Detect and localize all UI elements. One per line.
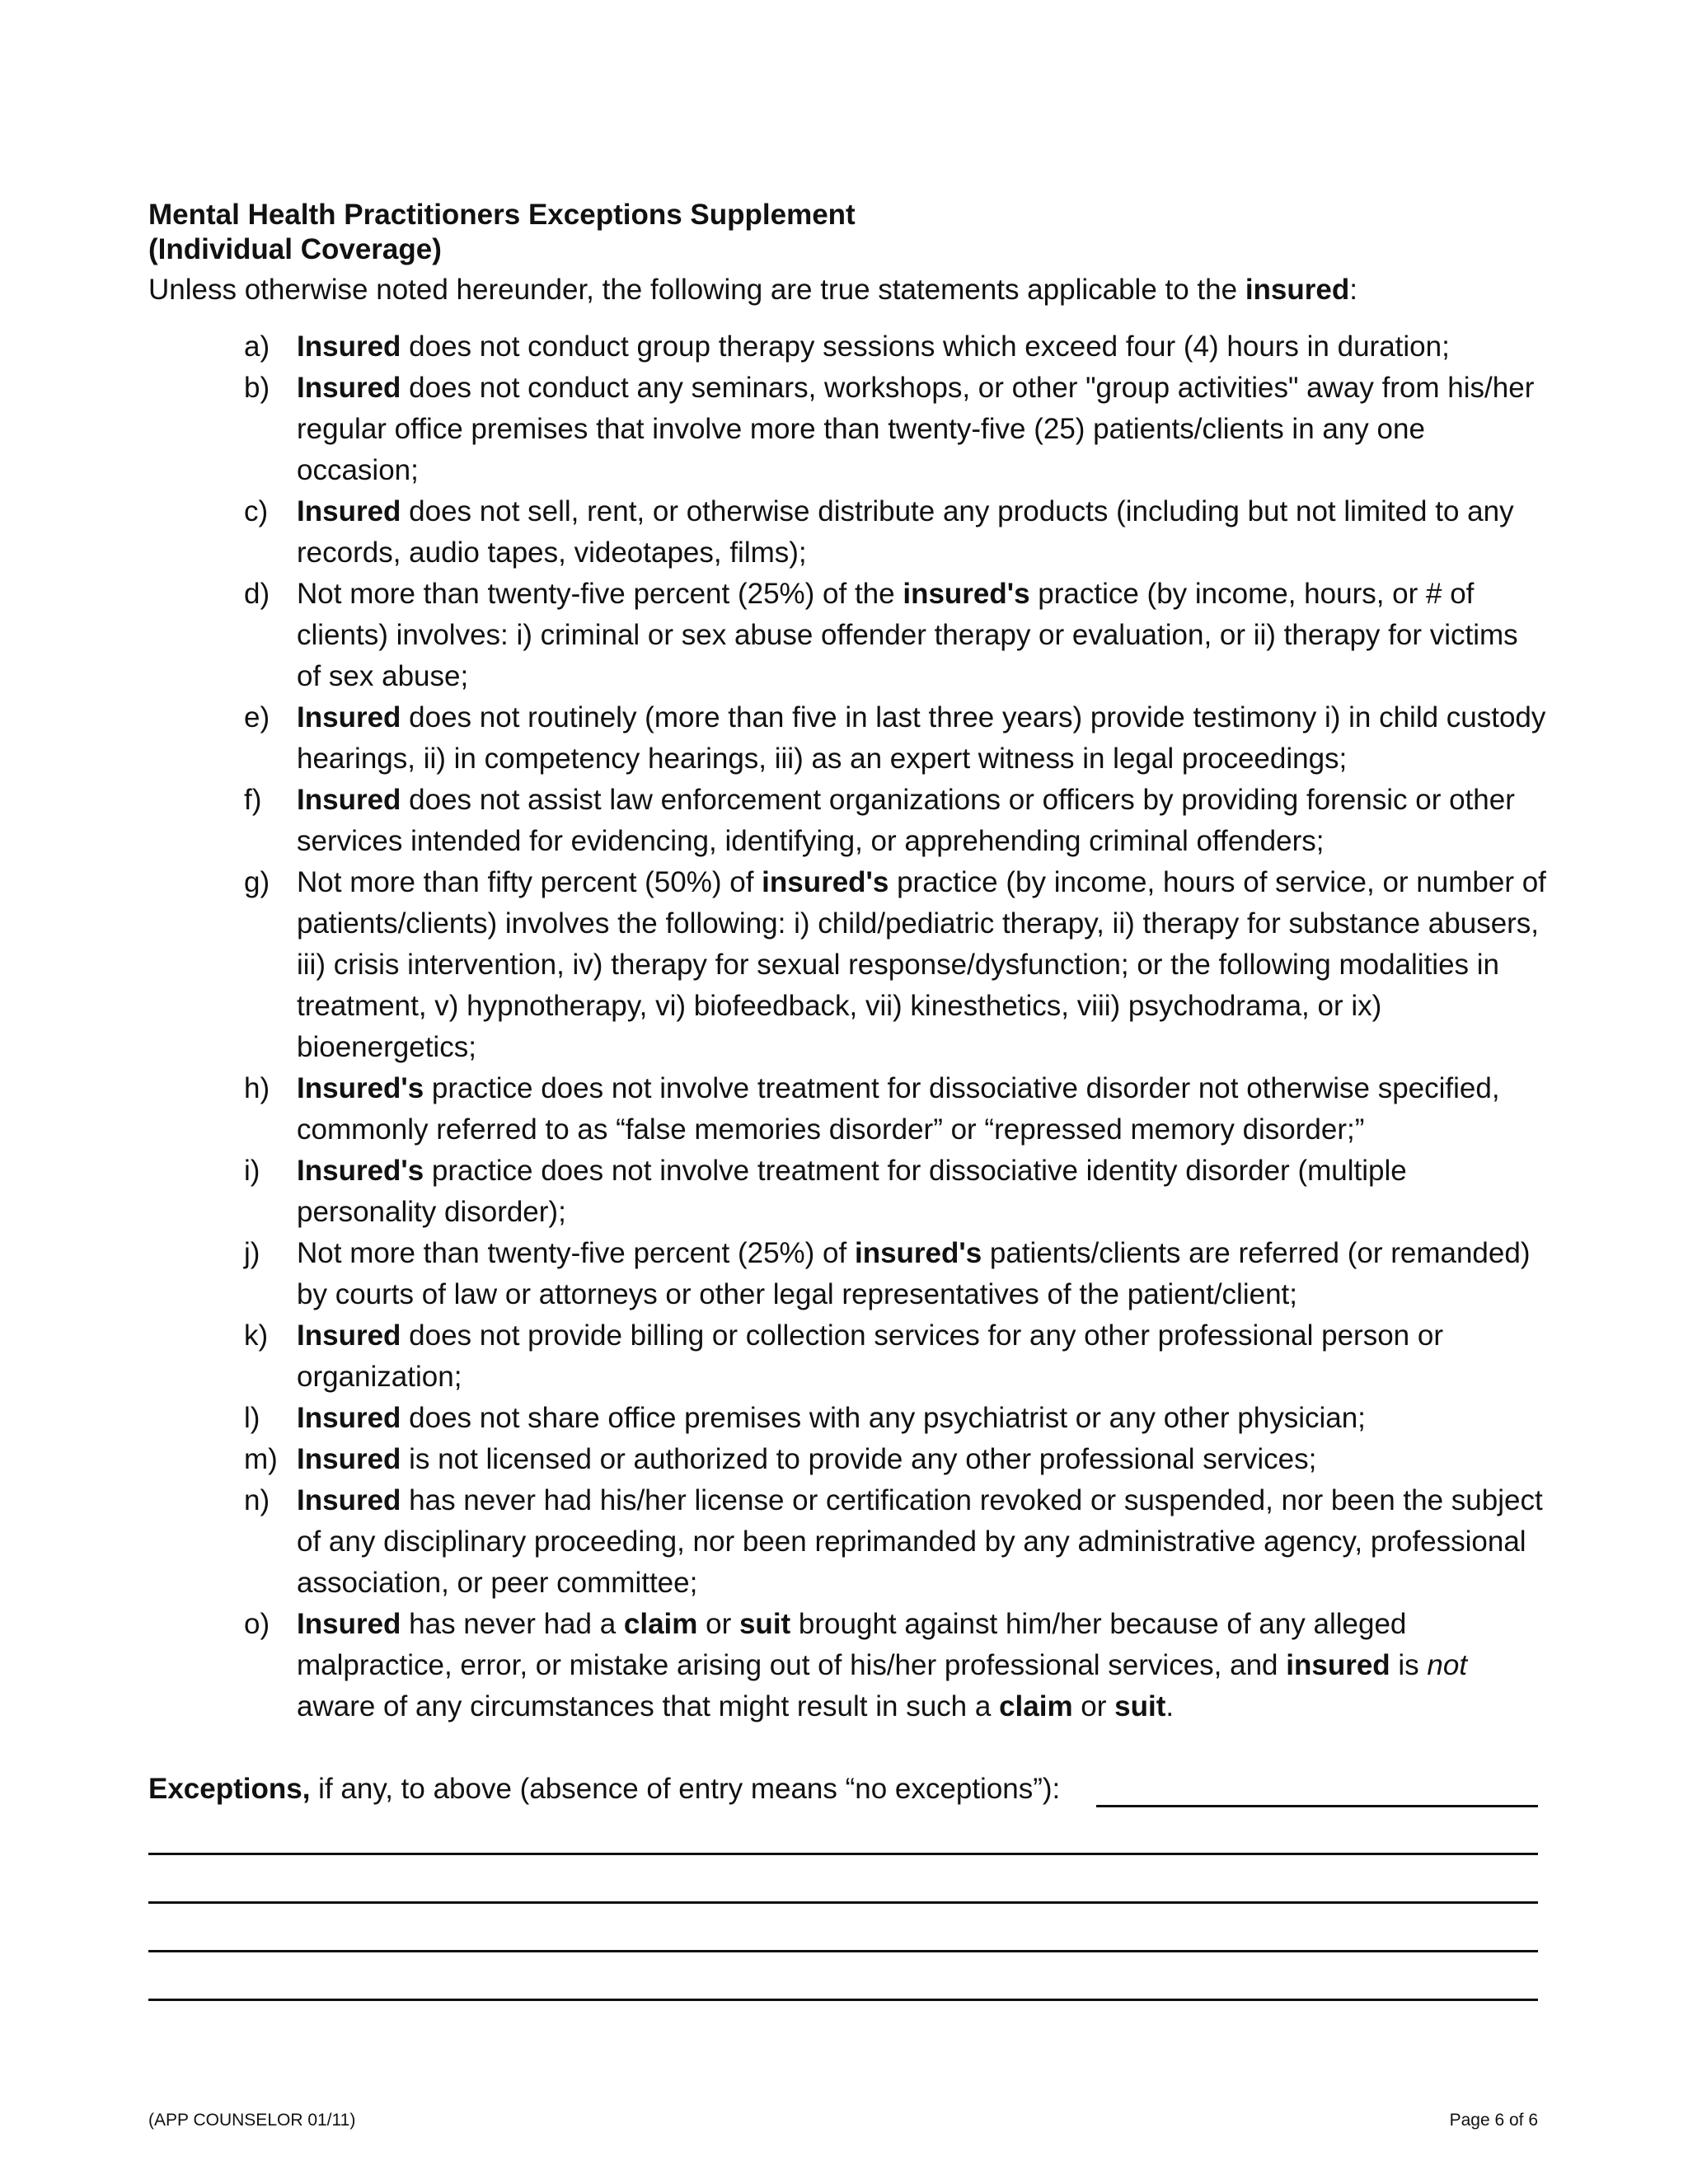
statement-text: practice does not involve treatment for dissociative disorder not otherwise specified, commonly referred to as “false memories disorder” or “repressed memory disorder;” [297,1072,1500,1146]
statement-text: practice (by income, hours of service, or number of patients/clients) involves the following: i) child/pediatric therapy, ii) therapy for substance abusers, iii) crisis intervention, iv) therapy for sexual response/dysfunction; or the following modalities in treatment, v) hypnotherapy, vi) biofeedback, vii) kinesthetics, viii) psychodrama, or ix) bioenergetics; [297,866,1546,1063]
statement-bold-term: insured's [762,866,889,898]
statement-item [244,1233,1546,1315]
exceptions-entry-line[interactable] [1096,1805,1538,1807]
statement-bold-term: Insured [297,701,401,733]
statement-text: does not conduct group therapy sessions which exceed four (4) hours in duration; [401,330,1450,363]
statement-marker: m) [244,1443,278,1475]
exceptions-entry-line[interactable] [148,1853,1538,1855]
statement-text: patients/clients are referred (or remanded) by courts of law or attorneys or other legal representatives of the patient/client; [297,1237,1531,1310]
statement-bold-term: insured's [854,1237,982,1269]
statement-marker: i) [244,1155,260,1187]
statement-marker: f) [244,784,262,816]
statement-marker: b) [244,372,270,404]
statement-marker: j) [244,1237,260,1269]
statement-text: does not assist law enforcement organizations or officers by providing forensic or other services intended for evidencing, identifying, or apprehending criminal offenders; [297,784,1515,857]
statement-bold-term: insured's [903,578,1030,610]
form-code: (APP COUNSELOR 01/11) [148,2111,356,2130]
statement-marker: g) [244,866,270,898]
document-title: Mental Health Practitioners Exceptions Supplement [148,199,856,231]
statement-text: has never had a [401,1608,624,1640]
statement-item [244,780,1546,862]
statement-bold-term: Insured [297,784,401,816]
statement-item [244,1398,1546,1439]
statement-text: does not conduct any seminars, workshops, or other "group activities" away from his/her regular office premises that involve more than twenty-five (25) patients/clients in any one occasion; [297,372,1535,486]
statement-marker: k) [244,1319,269,1352]
statement-bold-term: Insured's [297,1072,424,1104]
statement-bold-term: Insured [297,495,401,527]
statement-marker: o) [244,1608,270,1640]
statement-bold-term: Insured [297,1443,401,1475]
page-number: Page 6 of 6 [1449,2111,1538,2130]
statement-text: does not routinely (more than five in last three years) provide testimony i) in child custody hearings, ii) in competency hearings, iii) as an expert witness in legal proceedings; [297,701,1546,775]
exceptions-prompt [148,1772,1060,1807]
statement-marker: e) [244,701,270,733]
statement-text: or [697,1608,739,1640]
statement-bold-term: claim [623,1608,698,1640]
statement-bold-term: Insured [297,1402,401,1434]
statement-text: brought against him/her because of any alleged malpractice, error, or mistake arising out of his/her professional services, and [297,1608,1407,1681]
statement-text: or [1072,1690,1115,1722]
intro-bold-term: insured [1245,274,1350,306]
statement-bold-term: Insured [297,1608,401,1640]
statement-item [244,862,1546,1068]
statement-text: is [1390,1649,1428,1681]
statement-text: does not share office premises with any psychiatrist or any other physician; [401,1402,1366,1434]
statement-marker: c) [244,495,269,527]
statement-item [244,1315,1546,1398]
statement-text: Not more than fifty percent (50%) of [297,866,762,898]
statement-text: . [1165,1690,1175,1722]
statement-item [244,1480,1546,1604]
statement-bold-term: claim [999,1690,1073,1722]
statement-item [244,491,1546,574]
statement-marker: n) [244,1484,270,1516]
statement-text: does not provide billing or collection services for any other professional person or organization; [297,1319,1443,1393]
statement-text: practice does not involve treatment for dissociative identity disorder (multiple personality disorder); [297,1155,1407,1228]
statement-bold-term: Insured [297,1319,401,1352]
intro-statement [148,273,1357,307]
statement-item [244,1439,1546,1480]
intro-suffix: : [1349,274,1357,306]
exceptions-entry-line[interactable] [148,1950,1538,1952]
statement-item [244,1068,1546,1151]
statement-text: is not licensed or authorized to provide any other professional services; [401,1443,1317,1475]
exceptions-text: if any, to above (absence of entry means “no exceptions”): [310,1773,1061,1805]
statement-text: practice (by income, hours, or # of clients) involves: i) criminal or sex abuse offender therapy or evaluation, or ii) therapy for victims of sex abuse; [297,578,1518,692]
statement-text: Not more than twenty-five percent (25%) of the [297,578,903,610]
statement-item [244,326,1546,368]
statement-bold-term: suit [1114,1690,1166,1722]
statement-item [244,1604,1546,1727]
statement-marker: h) [244,1072,270,1104]
statement-item [244,368,1546,491]
statement-bold-term: Insured's [297,1155,424,1187]
exceptions-entry-line[interactable] [148,1999,1538,2001]
statement-item [244,697,1546,780]
statement-text: has never had his/her license or certification revoked or suspended, nor been the subject of any disciplinary proceeding, nor been reprimanded by any administrative agency, professional association, or peer committee; [297,1484,1543,1599]
exceptions-label: Exceptions, [148,1773,311,1805]
statement-emphasis: not [1427,1649,1468,1681]
statement-text: does not sell, rent, or otherwise distribute any products (including but not limited to any records, audio tapes, videotapes, films); [297,495,1514,569]
statement-marker: l) [244,1402,260,1434]
intro-text: Unless otherwise noted hereunder, the following are true statements applicable to the [148,274,1238,306]
statement-bold-term: Insured [297,330,401,363]
statement-bold-term: insured [1286,1649,1390,1681]
statement-list [244,326,1546,1727]
statement-text: Not more than twenty-five percent (25%) of [297,1237,855,1269]
statement-marker: d) [244,578,270,610]
exceptions-entry-line[interactable] [148,1901,1538,1904]
statement-item [244,574,1546,697]
document-subtitle: (Individual Coverage) [148,233,442,265]
statement-bold-term: Insured [297,372,401,404]
statement-bold-term: Insured [297,1484,401,1516]
statement-bold-term: suit [738,1608,791,1640]
statement-text: aware of any circumstances that might result in such a [297,1690,1000,1722]
statement-marker: a) [244,330,270,363]
statement-item [244,1151,1546,1233]
